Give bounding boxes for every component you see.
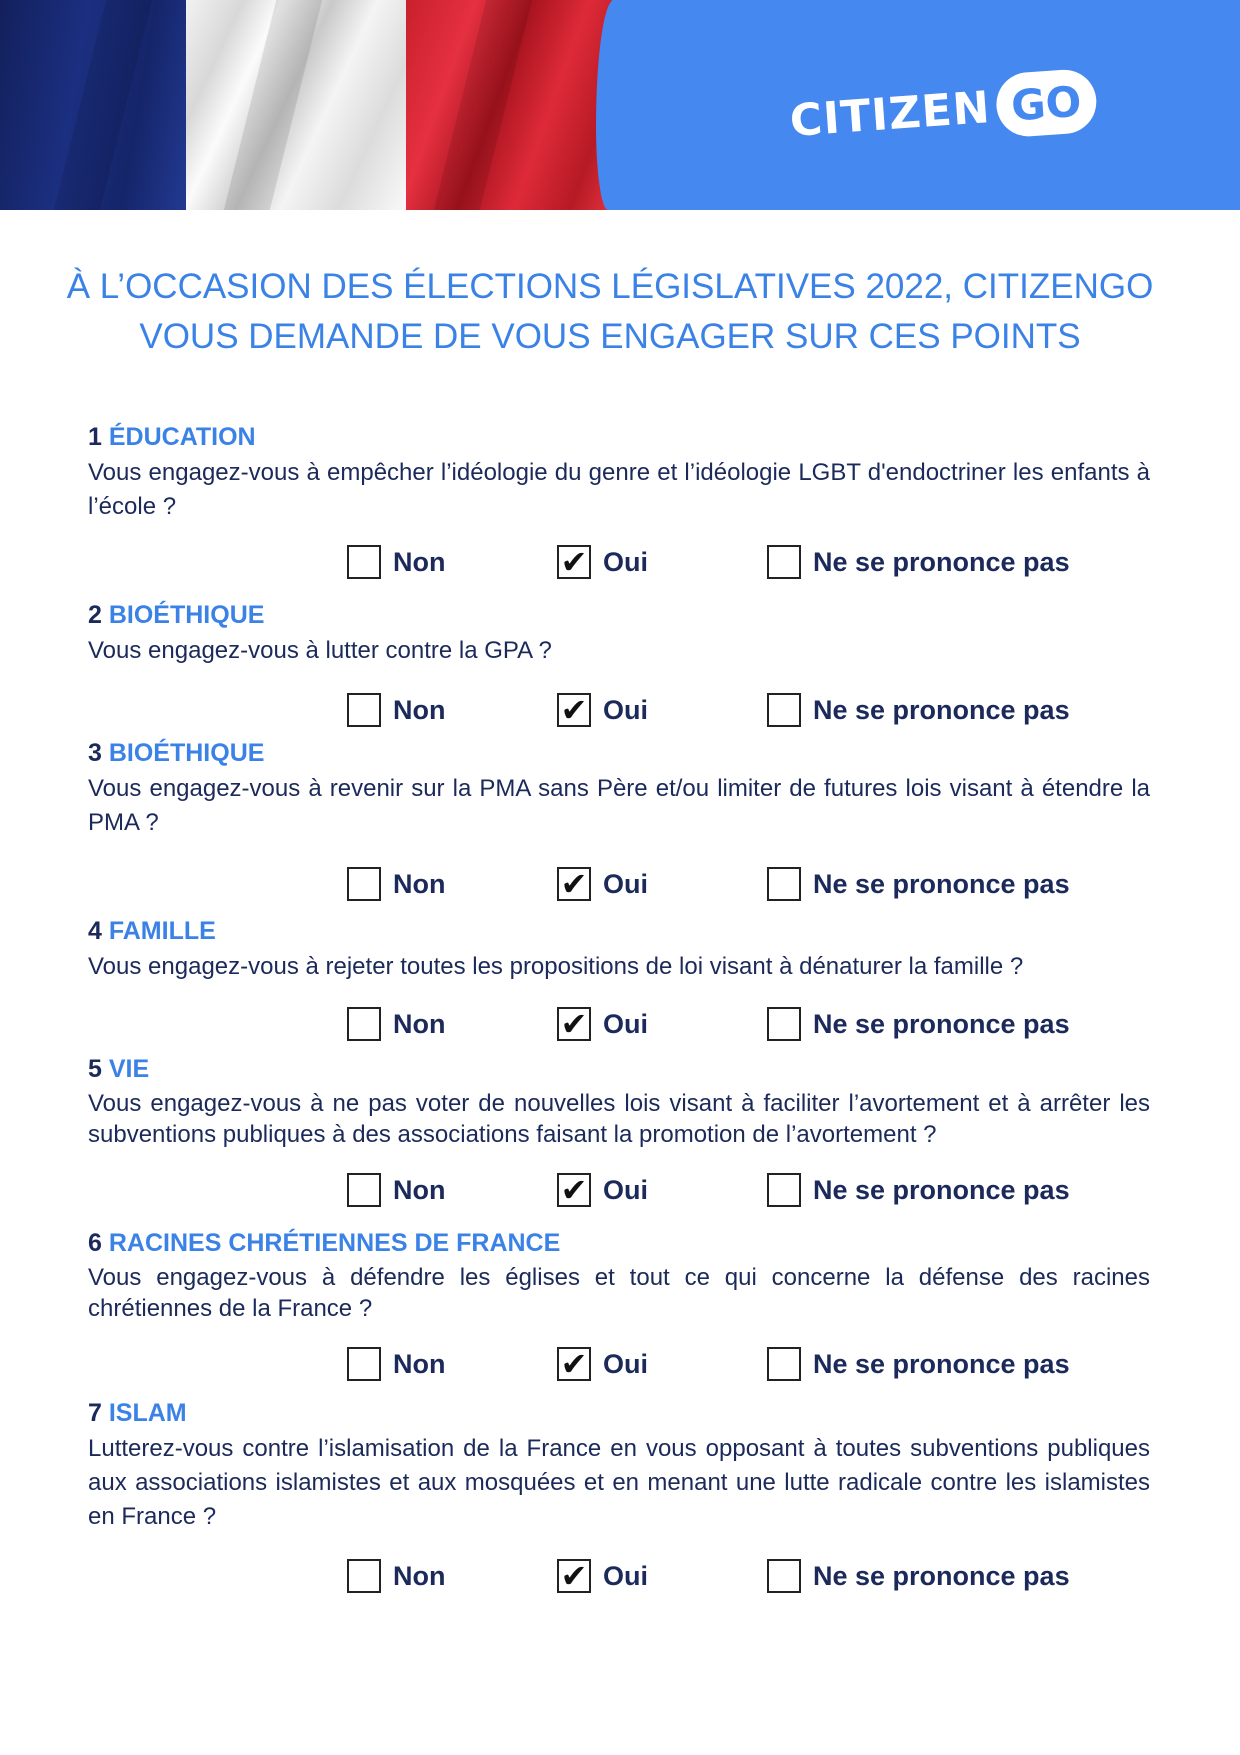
option-non[interactable] bbox=[347, 1170, 445, 1210]
page-title bbox=[60, 262, 1160, 362]
question-topic: VIE bbox=[108, 1055, 150, 1083]
question-number: 1 bbox=[88, 423, 102, 451]
question-3 bbox=[88, 736, 1150, 916]
option-oui[interactable] bbox=[557, 1170, 648, 1210]
option-label: Oui bbox=[603, 694, 648, 725]
option-label: Non bbox=[393, 546, 446, 577]
title-line-1: À L’OCCASION DES ÉLECTIONS LÉGISLATIVES 2022, CITIZENGO bbox=[66, 267, 1154, 306]
checkbox-checked[interactable]: ✔ bbox=[557, 545, 591, 579]
question-topic: BIOÉTHIQUE bbox=[108, 601, 265, 629]
checkbox[interactable] bbox=[347, 693, 381, 727]
header-banner bbox=[0, 0, 1240, 210]
option-non[interactable] bbox=[347, 1344, 445, 1384]
option-label: Oui bbox=[603, 546, 648, 577]
option-label: Oui bbox=[603, 1348, 648, 1379]
question-topic: ISLAM bbox=[108, 1399, 187, 1427]
question-6 bbox=[88, 1226, 1150, 1406]
question-text: Vous engagez-vous à revenir sur la PMA sans Père et/ou limiter de futures lois visant à étendre la PMA ? bbox=[88, 775, 1150, 836]
checkbox-checked[interactable]: ✔ bbox=[557, 1173, 591, 1207]
option-non[interactable] bbox=[347, 1004, 445, 1044]
option-label: Ne se prononce pas bbox=[813, 868, 1070, 899]
checkbox[interactable] bbox=[347, 1173, 381, 1207]
question-text: Vous engagez-vous à empêcher l’idéologie du genre et l’idéologie LGBT d'endoctriner les enfants à l’école ? bbox=[88, 459, 1150, 520]
option-label: Ne se prononce pas bbox=[813, 1560, 1070, 1591]
french-flag-image bbox=[0, 0, 612, 210]
checkbox[interactable] bbox=[767, 867, 801, 901]
option-label: Oui bbox=[603, 868, 648, 899]
option-label: Ne se prononce pas bbox=[813, 1174, 1070, 1205]
question-text: Vous engagez-vous à rejeter toutes les propositions de loi visant à dénaturer la famille ? bbox=[88, 953, 1024, 980]
checkbox[interactable] bbox=[767, 1559, 801, 1593]
question-text: Vous engagez-vous à défendre les églises et tout ce qui concerne la défense des racines chrétiennes de la France ? bbox=[88, 1264, 1150, 1322]
answer-options bbox=[88, 690, 1150, 730]
question-number: 3 bbox=[88, 739, 102, 767]
option-label: Non bbox=[393, 1174, 446, 1205]
option-label: Non bbox=[393, 868, 446, 899]
question-text: Vous engagez-vous à lutter contre la GPA ? bbox=[88, 637, 552, 664]
question-heading bbox=[88, 1396, 1150, 1430]
checkbox-checked[interactable]: ✔ bbox=[557, 1347, 591, 1381]
option-oui[interactable] bbox=[557, 864, 648, 904]
checkbox[interactable] bbox=[347, 867, 381, 901]
answer-options bbox=[88, 1170, 1150, 1210]
checkbox-checked[interactable]: ✔ bbox=[557, 1007, 591, 1041]
option-oui[interactable] bbox=[557, 1344, 648, 1384]
question-2 bbox=[88, 598, 1150, 738]
option-ne-se-prononce-pas[interactable] bbox=[767, 690, 1070, 730]
checkbox[interactable] bbox=[347, 545, 381, 579]
checkbox-checked[interactable]: ✔ bbox=[557, 1559, 591, 1593]
question-topic: RACINES CHRÉTIENNES DE FRANCE bbox=[108, 1229, 561, 1257]
question-heading bbox=[88, 1052, 1150, 1086]
option-ne-se-prononce-pas[interactable] bbox=[767, 542, 1070, 582]
question-heading bbox=[88, 598, 1150, 632]
question-7 bbox=[88, 1396, 1150, 1616]
answer-options bbox=[88, 1004, 1150, 1044]
option-ne-se-prononce-pas[interactable] bbox=[767, 1004, 1070, 1044]
question-topic: FAMILLE bbox=[108, 917, 216, 945]
question-number: 5 bbox=[88, 1055, 102, 1083]
question-topic: BIOÉTHIQUE bbox=[108, 739, 265, 767]
checkbox-checked[interactable]: ✔ bbox=[557, 693, 591, 727]
option-non[interactable] bbox=[347, 690, 445, 730]
question-number: 6 bbox=[88, 1229, 102, 1257]
question-heading bbox=[88, 914, 1150, 948]
option-label: Ne se prononce pas bbox=[813, 546, 1070, 577]
checkbox[interactable] bbox=[767, 1347, 801, 1381]
question-number: 2 bbox=[88, 601, 102, 629]
title-line-2: VOUS DEMANDE DE VOUS ENGAGER SUR CES POINTS bbox=[139, 317, 1081, 356]
answer-options bbox=[88, 1344, 1150, 1384]
option-label: Ne se prononce pas bbox=[813, 1008, 1070, 1039]
option-label: Ne se prononce pas bbox=[813, 1348, 1070, 1379]
checkbox[interactable] bbox=[767, 1007, 801, 1041]
option-label: Non bbox=[393, 1560, 446, 1591]
question-topic: ÉDUCATION bbox=[108, 423, 256, 451]
question-text: Vous engagez-vous à ne pas voter de nouvelles lois visant à faciliter l’avortement et à arrêter les subventions publiques à des associations faisant la promotion de l’avortement ? bbox=[88, 1090, 1150, 1148]
option-label: Oui bbox=[603, 1008, 648, 1039]
question-text: Lutterez-vous contre l’islamisation de la France en vous opposant à toutes subventions publiques aux associations islamistes et aux mosquées et en menant une lutte radicale contre les islamistes en France ? bbox=[88, 1435, 1150, 1530]
option-oui[interactable] bbox=[557, 542, 648, 582]
checkbox-checked[interactable]: ✔ bbox=[557, 867, 591, 901]
question-heading bbox=[88, 1226, 1150, 1260]
checkbox[interactable] bbox=[347, 1559, 381, 1593]
question-heading bbox=[88, 736, 1150, 770]
checkbox[interactable] bbox=[767, 545, 801, 579]
checkbox[interactable] bbox=[347, 1347, 381, 1381]
option-oui[interactable] bbox=[557, 690, 648, 730]
answer-options bbox=[88, 864, 1150, 904]
option-non[interactable] bbox=[347, 542, 445, 582]
question-5 bbox=[88, 1052, 1150, 1232]
option-ne-se-prononce-pas[interactable] bbox=[767, 1170, 1070, 1210]
option-ne-se-prononce-pas[interactable] bbox=[767, 1344, 1070, 1384]
option-oui[interactable] bbox=[557, 1004, 648, 1044]
answer-options bbox=[88, 1556, 1150, 1596]
option-ne-se-prononce-pas[interactable] bbox=[767, 1556, 1070, 1596]
option-label: Non bbox=[393, 1008, 446, 1039]
option-label: Oui bbox=[603, 1174, 648, 1205]
citizengo-logo bbox=[788, 65, 1099, 156]
option-label: Non bbox=[393, 1348, 446, 1379]
checkbox[interactable] bbox=[767, 1173, 801, 1207]
question-1 bbox=[88, 420, 1150, 620]
option-non[interactable] bbox=[347, 864, 445, 904]
logo-badge: GO bbox=[994, 68, 1098, 139]
option-label: Oui bbox=[603, 1560, 648, 1591]
option-oui[interactable] bbox=[557, 1556, 648, 1596]
checkbox[interactable] bbox=[767, 693, 801, 727]
option-label: Ne se prononce pas bbox=[813, 694, 1070, 725]
answer-options bbox=[88, 542, 1150, 582]
question-4 bbox=[88, 914, 1150, 1054]
option-label: Non bbox=[393, 694, 446, 725]
question-number: 7 bbox=[88, 1399, 102, 1427]
option-ne-se-prononce-pas[interactable] bbox=[767, 864, 1070, 904]
checkbox[interactable] bbox=[347, 1007, 381, 1041]
question-number: 4 bbox=[88, 917, 102, 945]
logo-wordmark: CITIZEN bbox=[788, 81, 993, 147]
option-non[interactable] bbox=[347, 1556, 445, 1596]
question-heading bbox=[88, 420, 1150, 454]
